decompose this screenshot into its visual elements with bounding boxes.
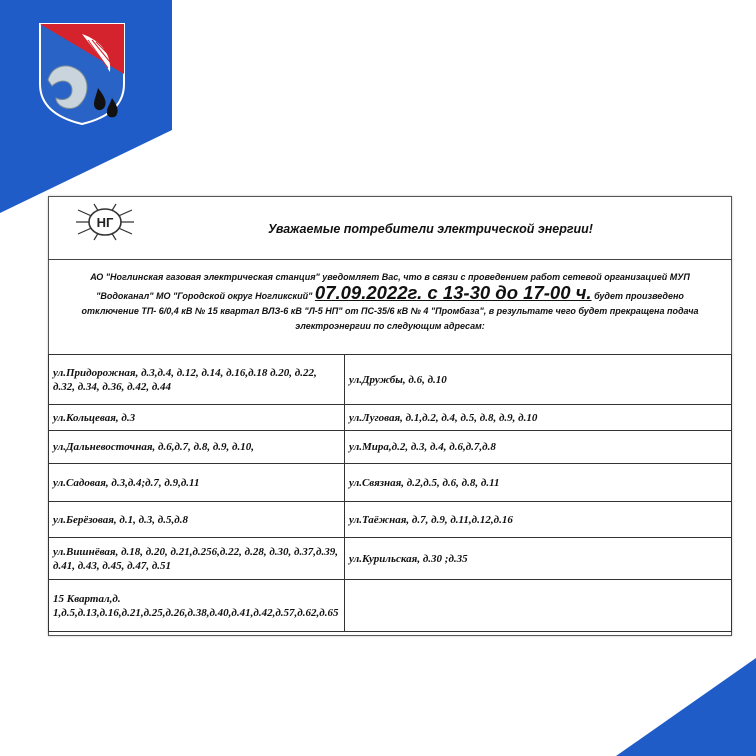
notice-text [54,270,726,334]
address-cell: ул.Таёжная, д.7, д.9, д.11,д.12,д.16 [344,502,731,538]
ngres-sun-logo-icon [74,202,136,242]
address-cell: ул.Берёзовая, д.1, д.3, д.5,д.8 [49,502,345,538]
address-cell: ул.Курильская, д.30 ;д.35 [344,538,731,580]
address-cell: ул.Кольцевая, д.3 [49,405,345,431]
nogliki-coat-of-arms-icon [38,22,126,126]
table-row [49,405,732,431]
address-cell: ул.Связная, д.2,д.5, д.6, д.8, д.11 [344,464,731,502]
greeting-title: Уважаемые потребители электрической энергии! [268,222,593,236]
table-row [49,538,732,580]
table-row [49,580,732,632]
logo-text: НГ [96,215,114,230]
outage-date-time: 07.09.2022г. с 13-30 до 17-00 ч. [314,282,592,303]
address-cell: ул.Луговая, д.1,д.2, д.4, д.5, д.8, д.9, д.10 [344,405,731,431]
notice-line-1: АО "Ноглинская газовая электрическая станция" уведомляет Вас, что в связи с проведением работ сетевой организацией МУП [90,272,690,282]
address-cell: ул.Мира,д.2, д.3, д.4, д.6,д.7,д.8 [344,431,731,464]
address-cell: ул.Дальневосточная, д.6,д.7, д.8, д.9, д.10, [49,431,345,464]
address-cell: ул.Вишнёвая, д.18, д.20, д.21,д.256,д.22, д.28, д.30, д.37,д.39, д.41, д.43, д.45, д.47, д.51 [49,538,345,580]
notice-line-3: отключение ТП- 6/0,4 кВ № 15 квартал ВЛЗ-6 кВ "Л-5 НП" от ПС-35/6 кВ № 4 "Промбаза", в результате чего будет прекращена подача [81,306,699,316]
outage-notice-document [48,196,732,636]
address-cell [344,580,731,632]
notice-line-2 [54,282,726,304]
notice-line-4: электроэнергии по следующим адресам: [295,321,485,331]
notice-line-2-prefix: "Водоканал" МО "Городской округ Ногликский" [96,291,313,301]
notice-header [48,196,732,260]
address-table [48,354,732,632]
table-row [49,431,732,464]
notice-line-2-suffix: будет произведено [594,291,684,301]
table-row [49,502,732,538]
address-cell: ул.Придорожная, д.3,д.4, д.12, д.14, д.16,д.18 д.20, д.22, д.32, д.34, д.36, д.42, д.44 [49,355,345,405]
address-cell: ул.Садовая, д.3,д.4;д.7, д.9,д.11 [49,464,345,502]
table-row [49,464,732,502]
address-cell: 15 Квартал,д. 1,д.5,д.13,д.16,д.21,д.25,д.26,д.38,д.40,д.41,д.42,д.57,д.62,д.65 [49,580,345,632]
table-row [49,355,732,405]
address-cell: ул.Дружбы, д.6, д.10 [344,355,731,405]
